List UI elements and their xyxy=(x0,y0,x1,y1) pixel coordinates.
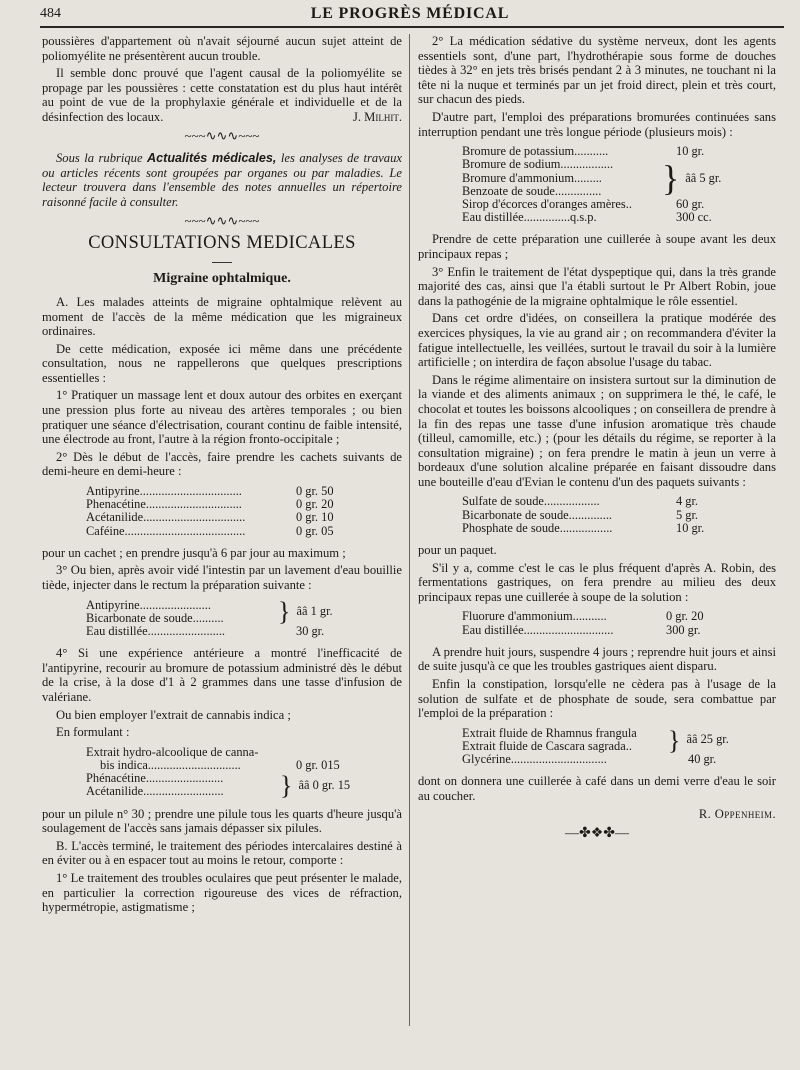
paragraph: S'il y a, comme c'est le cas le plus fréquent d'après A. Robin, des fermentations gastriques, on fera prendre au milieu des deux principaux repas une cuillerée à soupe de la solution : xyxy=(418,560,776,604)
paragraph: 1° Le traitement des troubles oculaires que peut présenter le malade, en particulier la correction rigoureuse des vices de réfraction, hypermétropie, astigmatisme ; xyxy=(42,870,402,915)
paragraph: 2° Dès le début de l'accès, faire prendre les cachets suivants de demi-heure en demi-heure : xyxy=(42,449,402,479)
author-signature: R. Oppenheim. xyxy=(698,806,776,821)
paragraph: 2° La médication sédative du système nerveux, dont les agents essentiels sont, d'une part, l'hydrothérapie sous forme de douches tièdes à 32° en jets très brisés pendant 2 à 3 minutes, ne touchant ni la tête ni la nuque et terminés par un jet froid direct, plein et très court, sur chacun des pieds. xyxy=(418,34,776,107)
paragraph: 1° Pratiquer un massage lent et doux autour des orbites en exerçant une pression plus forte au niveau des artères temporales ; ou bien pratiquer une séance d'électrisation, courant continu de faible intensité, une électrode au front, l'autre à la région fronto-occipitale ; xyxy=(42,388,402,447)
paragraph: pour un paquet. xyxy=(418,543,497,558)
paragraph: En formulant : xyxy=(56,725,130,740)
column-divider xyxy=(409,34,410,1026)
paragraph: Dans cet ordre d'idées, on conseillera la pratique modérée des exercices physiques, la vie au grand air ; on recommandera d'éviter la fatigue intellectuelle, les veillées, surtout le travail du soir à la lumière artificielle ; on interdira de façon absolue l'usage du tabac. xyxy=(418,311,776,370)
formula-constipation: Extrait fluide de Rhamnus frangula Extrait fluide de Cascara sagrada.. } ââ 25 gr. Glycérine............................... 40 gr. xyxy=(462,725,729,767)
paragraph: dont on donnera une cuillerée à café dans un demi verre d'eau le soir au coucher. xyxy=(418,774,776,804)
paragraph: A prendre huit jours, suspendre 4 jours ; reprendre huit jours et ainsi de suite jusqu'à ce que les troubles gastriques aient disparu. xyxy=(418,644,776,674)
formula-cannabis: Extrait hydro-alcoolique de canna- bis indica.............................. 0 gr. 015 Phénacétine......................... Acétanilide.......................... } ââ 0 gr. 15 xyxy=(86,744,351,800)
formula-fluorure: Fluorure d'ammonium........... 0 gr. 20 Eau distillée............................. 300 gr. xyxy=(462,609,704,637)
end-ornament: —✤❖✤— xyxy=(564,826,629,842)
section-title: CONSULTATIONS MEDICALES xyxy=(88,233,356,254)
paragraph: 3° Ou bien, après avoir vidé l'intestin par un lavement d'eau bouillie tiède, injecter dans le rectum la préparation suivante : xyxy=(42,563,402,593)
journal-title: LE PROGRÈS MÉDICAL xyxy=(310,5,510,22)
header-rule xyxy=(40,26,784,28)
paragraph: poussières d'appartement où n'avait séjourné aucun sujet atteint de poliomyélite ne présentèrent aucun trouble. xyxy=(42,34,402,63)
formula-lavement: Antipyrine....................... Bicarbonate de soude.......... } ââ 1 gr. Eau distillée......................... 30 gr. xyxy=(86,597,333,639)
right-column xyxy=(418,34,776,842)
paragraph: Enfin la constipation, lorsqu'elle ne cèdera pas à l'usage de la solution de sulfate et de phosphate de soude, sera combattue par l'emploi de la préparation : xyxy=(418,677,776,721)
paragraph: pour un pilule n° 30 ; prendre une pilule tous les quarts d'heure jusqu'à soulagement de l'accès sans jamais dépasser six pilules. xyxy=(42,806,402,836)
paragraph: pour un cachet ; en prendre jusqu'à 6 par jour au maximum ; xyxy=(42,545,346,560)
ornament-divider: ~~~∿∿∿~~~ xyxy=(184,127,260,143)
formula-cachets: Antipyrine................................. 0 gr. 50 Phenacétine............................... 0 gr. 20 Acétanilide................................. 0 gr. 10 Caféine....................................... 0 gr. 05 xyxy=(86,484,334,538)
paragraph: Il semble donc prouvé que l'agent causal de la poliomyélite se propage par les poussières : cette constatation est du plus haut intérêt au point de vue de la prophylaxie générale et individuelle et de la désinfection des locaux. J. Milhit. xyxy=(42,66,402,124)
ornament-divider: ~~~∿∿∿~~~ xyxy=(184,212,260,228)
actualites-label: Actualités médicales, xyxy=(147,151,277,166)
paragraph: Prendre de cette préparation une cuillerée à soupe avant les deux principaux repas ; xyxy=(418,232,776,261)
paragraph: A. Les malades atteints de migraine ophtalmique relèvent au moment de l'accès de la même médication que les migraineux ordinaires. xyxy=(42,294,402,339)
article-subtitle: Migraine ophtalmique. xyxy=(153,271,291,287)
paragraph: 3° Enfin le traitement de l'état dyspeptique qui, dans la très grande majorité des cas, ainsi que l'a établi surtout le Pr Albert Robin, joue dans la pathogénie de la migraine ophtalmique le rôle essentiel. xyxy=(418,264,776,308)
page-number: 484 xyxy=(40,6,61,21)
left-column xyxy=(42,34,402,918)
notice-paragraph: Sous la rubrique Actualités médicales, les analyses de travaux ou articles récents sont groupées par organes ou par maladies. Le lecteur trouvera dans l'ensemble des notes annuelles un répertoire raisonné facile à consulter. xyxy=(42,151,402,209)
formula-paquet: Sulfate de soude.................. 4 gr. Bicarbonate de soude.............. 5 gr. Phosphate de soude................. 10 gr. xyxy=(462,494,705,535)
paragraph: De cette médication, exposée ici même dans une précédente consultation, nous ne rappellerons que quelques prescriptions essentielles : xyxy=(42,341,402,385)
paragraph: 4° Si une expérience antérieure a montré l'inefficacité de l'antipyrine, recourir au bromure de potassium administré dès le début de la crise, à la dose d'1 à 2 grammes dans une tasse d'infusion de valériane. xyxy=(42,646,402,705)
paragraph: D'autre part, l'emploi des préparations bromurées continuées sans interruption pendant une très longue période (plusieurs mois) : xyxy=(418,109,776,139)
paragraph: B. L'accès terminé, le traitement des périodes intercalaires destiné à en éviter ou à en espacer tout au moins le retour, comporte : xyxy=(42,838,402,868)
page-header xyxy=(40,4,780,26)
formula-bromures: Bromure de potassium........... 10 gr. Bromure de sodium................. Bromure d'ammonium......... Benzoate de soude............... } ââ 5 gr. Sirop d'écorces d'oranges amères.. 60 gr. Eau distillée...............q.s.p. 300 cc. xyxy=(462,144,722,225)
paragraph: Dans le régime alimentaire on insistera surtout sur la diminution de la viande et des aliments animaux ; on supprimera le thé, le café, le chocolat et toutes les boissons alcooliques ; on conseillera de prendre à la fin des repas une tasse d'une infusion aromatique très chaude (tilleul, camomille, etc.) ; (pour les détails du régime, se reporter à la consultation migraine) ; on fera prendre le matin à jeun un verre à bordeaux d'une solution alcaline préparée en faisant dissoudre dans une bouteille d'eau d'Evian le contenu d'un des paquets suivants : xyxy=(418,372,776,489)
paragraph: Ou bien employer l'extrait de cannabis indica ; xyxy=(56,707,291,722)
short-rule xyxy=(42,252,402,267)
author-signature: J. Milhit. xyxy=(352,109,402,124)
